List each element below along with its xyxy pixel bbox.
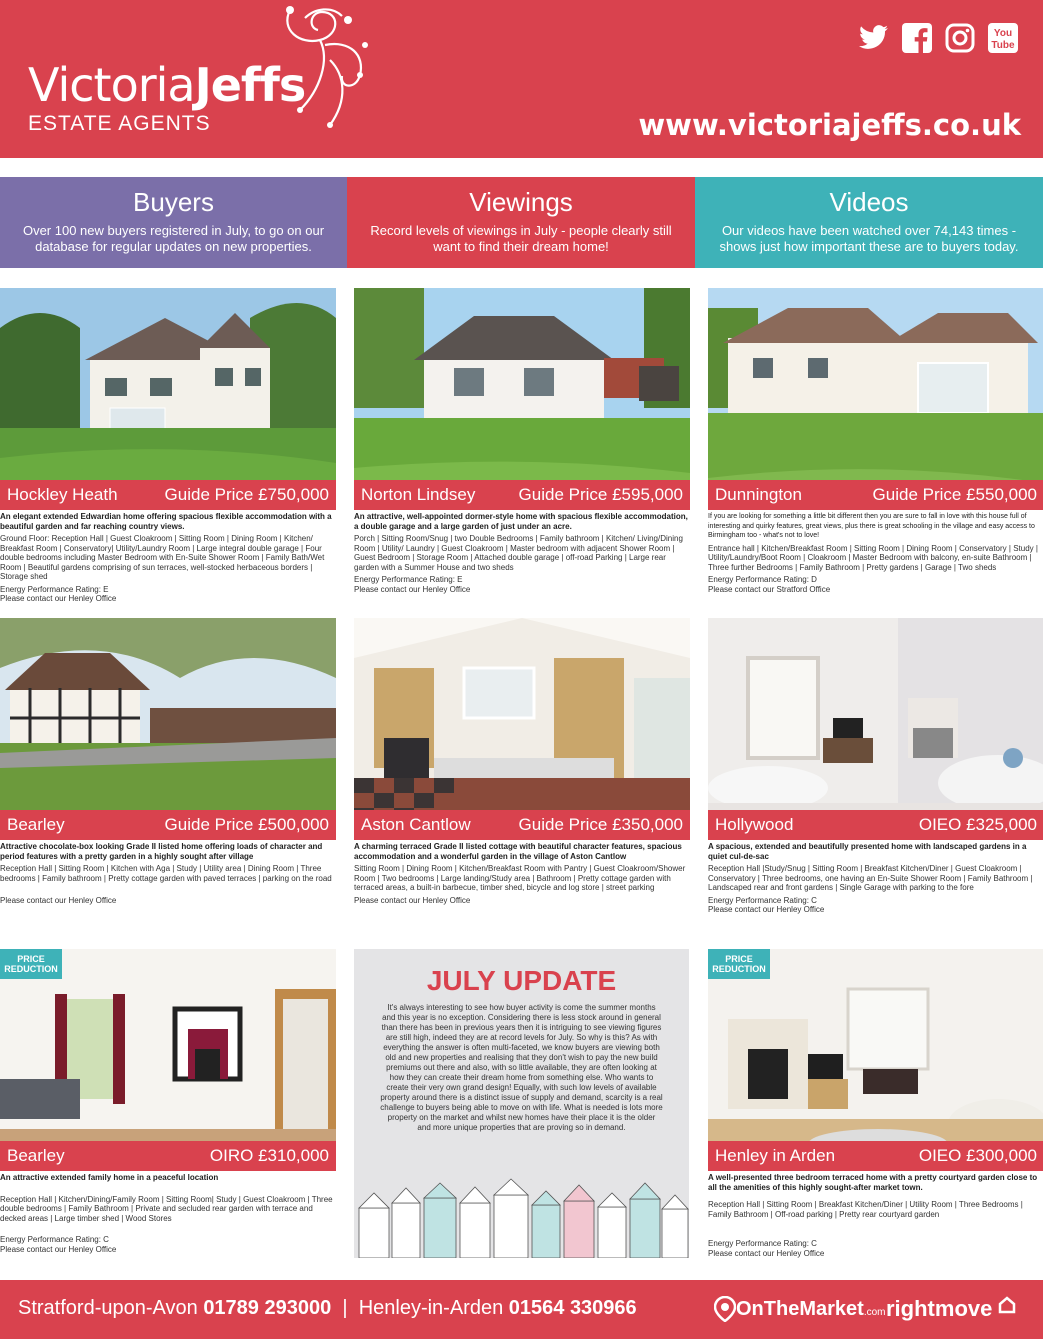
property-photo[interactable] — [708, 618, 1043, 840]
property-price: OIEO £325,000 — [918, 815, 1037, 834]
house-exterior-photo-icon — [708, 288, 1043, 510]
brand-name-bold: Jeffs — [194, 58, 306, 112]
price-reduction-badge — [0, 949, 62, 979]
badge-line: REDUCTION — [4, 964, 58, 974]
house-outline-icon — [998, 1296, 1016, 1314]
onthemarket-tld: .com — [863, 1306, 886, 1318]
contact-office: Please contact our Henley Office — [708, 905, 825, 914]
stats-strip — [0, 177, 1043, 268]
property-headline: If you are looking for something a little bit different then you are sure to fall in love with this house full of interesting and quirky features, great views, plus there is great schooling in the village and easy access to Birmingham too - what's not to love! — [708, 513, 1035, 539]
property-location: Norton Lindsey — [361, 485, 476, 504]
town-illustration-icon — [354, 1173, 689, 1258]
property-headline: A well-presented three bedroom terraced home with a pretty courtyard garden close to all the amenities of this highly sought-after market town. — [708, 1173, 1038, 1192]
property-card-dunnington[interactable] — [708, 288, 1043, 594]
sitting-room-photo-icon — [708, 949, 1043, 1171]
energy-rating: Energy Performance Rating: C — [708, 1239, 817, 1248]
stat-videos — [695, 177, 1043, 268]
price-bar — [0, 480, 336, 510]
living-room-photo-icon — [708, 618, 1043, 840]
property-headline: An elegant extended Edwardian home offering spacious flexible accommodation with a beautiful garden and far reaching country views. — [0, 512, 332, 531]
property-features: Reception Hall |Study/Snug | Sitting Room | Breakfast Kitchen/Diner | Guest Cloakroom | Conservatory | Three bedrooms, one having an En-Suite Shower Room | Family Bathroom | Landscaped rear and front gardens | Single Garage with parking to the fore — [708, 864, 1033, 892]
brand-subtitle: ESTATE AGENTS — [28, 112, 211, 135]
energy-rating: Energy Performance Rating: E — [0, 584, 109, 594]
energy-rating — [0, 886, 336, 896]
contact-office: Please contact our Henley Office — [708, 1248, 825, 1258]
property-photo[interactable] — [0, 618, 336, 840]
office-henley: Henley-in-Arden — [358, 1297, 504, 1319]
property-photo[interactable] — [354, 288, 690, 510]
property-headline: A spacious, extended and beautifully presented home with landscaped gardens in a quiet cul-de-sac — [708, 842, 1027, 861]
property-photo[interactable] — [354, 618, 690, 840]
badge-line: REDUCTION — [712, 964, 766, 974]
location-pin-icon — [714, 1296, 736, 1322]
property-location: Bearley — [7, 815, 65, 834]
property-location: Aston Cantlow — [361, 815, 471, 834]
rightmove-text: rightmove — [886, 1296, 993, 1321]
property-price: Guide Price £550,000 — [872, 485, 1037, 504]
property-features: Reception Hall | Sitting Room | Breakfast Kitchen/Diner | Utility Room | Three Bedrooms | Family Bathroom | Off-road parking | Pretty rear courtyard garden — [708, 1200, 1023, 1219]
property-features: Sitting Room | Dining Room | Kitchen/Breakfast Room with Pantry | Guest Cloakroom/Shower Room | Two bedrooms | Large landing/Study area | Bathroom | Pretty cottage garden with terraced areas, a built-in barbecue, timber shed, bicycle and log store | street parking — [354, 864, 686, 892]
contact-office: Please contact our Henley Office — [0, 895, 117, 905]
cottage-exterior-photo-icon — [0, 618, 336, 840]
youtube-you-text: You — [993, 28, 1013, 39]
price-bar — [708, 480, 1043, 510]
property-headline: An attractive extended family home in a peaceful location — [0, 1173, 219, 1182]
contact-office: Please contact our Henley Office — [354, 584, 471, 594]
property-photo[interactable] — [708, 288, 1043, 510]
property-photo[interactable] — [0, 288, 336, 510]
property-features: Ground Floor: Reception Hall | Guest Cloakroom | Sitting Room | Dining Room | Kitchen/ Breakfast Room | Conservatory| Utility/Laundry Room | Large integral double garage | Four double bedrooms including Master Bedroom with En-Suite Shower Room | Family Bath/Wet Room | Beautiful gardens comprising of sun terraces, well-stocked herbaceous borders | Storage shed — [0, 534, 325, 581]
price-bar — [0, 1141, 336, 1171]
contact-office: Please contact our Henley Office — [354, 895, 471, 905]
price-bar — [708, 1141, 1043, 1171]
stat-title: Buyers — [133, 187, 214, 217]
logo[interactable] — [28, 58, 306, 136]
property-location: Dunnington — [715, 485, 802, 504]
july-update-panel — [354, 949, 689, 1258]
property-card-aston-cantlow[interactable] — [354, 618, 690, 905]
property-card-hollywood[interactable] — [708, 618, 1043, 915]
property-price: Guide Price £350,000 — [518, 815, 683, 834]
contact-office: Please contact our Henley Office — [0, 1244, 117, 1254]
youtube-icon[interactable] — [987, 22, 1019, 54]
phone-henley[interactable]: 01564 330966 — [508, 1297, 637, 1319]
property-price: Guide Price £750,000 — [164, 485, 329, 504]
kitchen-interior-photo-icon — [354, 618, 690, 840]
stat-viewings — [347, 177, 695, 268]
twitter-icon[interactable] — [858, 22, 890, 54]
stat-buyers — [0, 177, 347, 268]
price-bar — [354, 480, 690, 510]
phone-stratford[interactable]: 01789 293000 — [203, 1297, 332, 1319]
house-exterior-photo-icon — [0, 288, 336, 510]
energy-rating: Energy Performance Rating: E — [354, 575, 463, 584]
onthemarket-text: OnTheMarket — [736, 1297, 864, 1320]
office-contacts — [18, 1297, 637, 1320]
property-photo[interactable] — [708, 949, 1043, 1171]
onthemarket-logo[interactable] — [714, 1296, 885, 1322]
website-link[interactable]: www.victoriajeffs.co.uk — [638, 108, 1021, 142]
property-location: Bearley — [7, 1146, 65, 1165]
property-card-bearley-reduced[interactable] — [0, 949, 336, 1254]
stat-text: Over 100 new buyers registered in July, to go on our database for regular updates on new properties. — [22, 223, 325, 254]
property-price: OIEO £300,000 — [918, 1146, 1037, 1165]
energy-rating: Energy Performance Rating: C — [708, 895, 817, 905]
contact-separator: | — [342, 1297, 348, 1319]
social-links — [858, 22, 1019, 54]
stat-title: Viewings — [469, 187, 573, 217]
property-price: OIRO £310,000 — [209, 1146, 329, 1165]
brand-name-light: Victoria — [28, 58, 195, 112]
property-price: Guide Price £500,000 — [164, 815, 329, 834]
property-headline: An attractive, well-appointed dormer-style home with spacious flexible accommodation, a double garage and a large garden of just under an acre. — [354, 512, 688, 531]
header — [0, 0, 1043, 158]
footer — [0, 1280, 1043, 1339]
house-exterior-photo-icon — [354, 288, 690, 510]
property-features: Porch | Sitting Room/Snug | two Double Bedrooms | Family bathroom | Kitchen/ Living/Dining Room | Utility/ Laundry | Guest Cloakroom | Master bedroom with adjacent Shower Room | Guest Bedroom | Storage Room | Attached double garage | off-road Parking | Large rear garden with a Summer House and two sheds — [354, 534, 683, 572]
facebook-icon[interactable] — [901, 22, 933, 54]
stat-text: Our videos have been watched over 74,143 times - shows just how important these are to buyers today. — [719, 223, 1019, 254]
property-card-norton-lindsey[interactable] — [354, 288, 690, 594]
property-headline: Attractive chocolate-box looking Grade II listed home offering loads of character and period features with a pretty garden in a highly sought after village — [0, 842, 323, 861]
contact-office: Please contact our Henley Office — [0, 594, 117, 603]
badge-line: PRICE — [17, 954, 45, 964]
property-features: Reception Hall | Kitchen/Dining/Family Room | Sitting Room| Study | Guest Cloakroom | Three double bedrooms | Family Bathroom | Private and secluded rear garden with terrace and decked areas | Large timber shed | Wood Stores — [0, 1194, 333, 1223]
property-photo[interactable] — [0, 949, 336, 1171]
property-location: Hollywood — [715, 815, 794, 834]
stat-text: Record levels of viewings in July - people clearly still want to find their dream home! — [370, 223, 672, 254]
instagram-icon[interactable] — [944, 22, 976, 54]
rightmove-logo[interactable] — [886, 1296, 1016, 1322]
update-title: JULY UPDATE — [426, 965, 617, 996]
badge-line: PRICE — [725, 954, 753, 964]
property-card-henley-in-arden[interactable] — [708, 949, 1043, 1258]
stat-title: Videos — [829, 187, 909, 217]
property-location: Hockley Heath — [7, 485, 118, 504]
energy-rating: Energy Performance Rating: C — [0, 1235, 109, 1244]
property-location: Henley in Arden — [715, 1146, 836, 1165]
youtube-tube-text: Tube — [991, 40, 1015, 51]
brand-name — [28, 58, 306, 112]
property-card-hockley-heath[interactable] — [0, 288, 336, 604]
price-reduction-badge — [708, 949, 770, 979]
property-headline: A charming terraced Grade II listed cottage with beautiful character features, spacious accommodation and a wonderful garden in the village of Aston Cantlow — [354, 842, 682, 861]
price-bar — [0, 810, 336, 840]
property-features: Entrance hall | Kitchen/Breakfast Room | Sitting Room | Dining Room | Conservatory | Study | Utility/Laundry/Boot Room | Cloakroom | Master Bedroom with balcony, en-suite Bathroom | Three further Bedrooms | Family Bathroom | Pretty gardens | Garage | Two sheds — [708, 543, 1038, 572]
property-features: Reception Hall | Sitting Room | Kitchen with Aga | Study | Utility area | Dining Room | Three bedrooms | Family bathroom | Pretty cottage garden with paved terraces | parking on the road — [0, 864, 332, 883]
property-price: Guide Price £595,000 — [518, 485, 683, 504]
office-stratford: Stratford-upon-Avon — [18, 1297, 198, 1319]
contact-office: Please contact our Stratford Office — [708, 584, 831, 594]
price-bar — [708, 810, 1043, 840]
price-bar — [354, 810, 690, 840]
family-room-photo-icon — [0, 949, 336, 1171]
energy-rating: Energy Performance Rating: D — [708, 575, 817, 584]
property-card-bearley[interactable] — [0, 618, 336, 905]
update-text: It's always interesting to see how buyer activity is come the summer months and this year is no exception. Considering there is less stock around in general than there has been in previous years then it is intriguing to see viewing figures are still high, indeed they are at record levels for July. So why is this? As with everything the answer is often multi-faceted, we know buyers are viewing both old and new properties and realising that they don't wish to pay the new build premiums out there and also, with so little available, they are often looking at how they can create their dream home from something else. Who wants to create their very own grand design! Equally, with such low levels of available property around there is a distinct issue of supply and demand, scarcity is a real challenge to buyers being able to move on with life. What is needed is lots more property on the market and whilst new homes have their place it is the older and more unique properties that are proving so in demand. — [380, 1003, 663, 1132]
